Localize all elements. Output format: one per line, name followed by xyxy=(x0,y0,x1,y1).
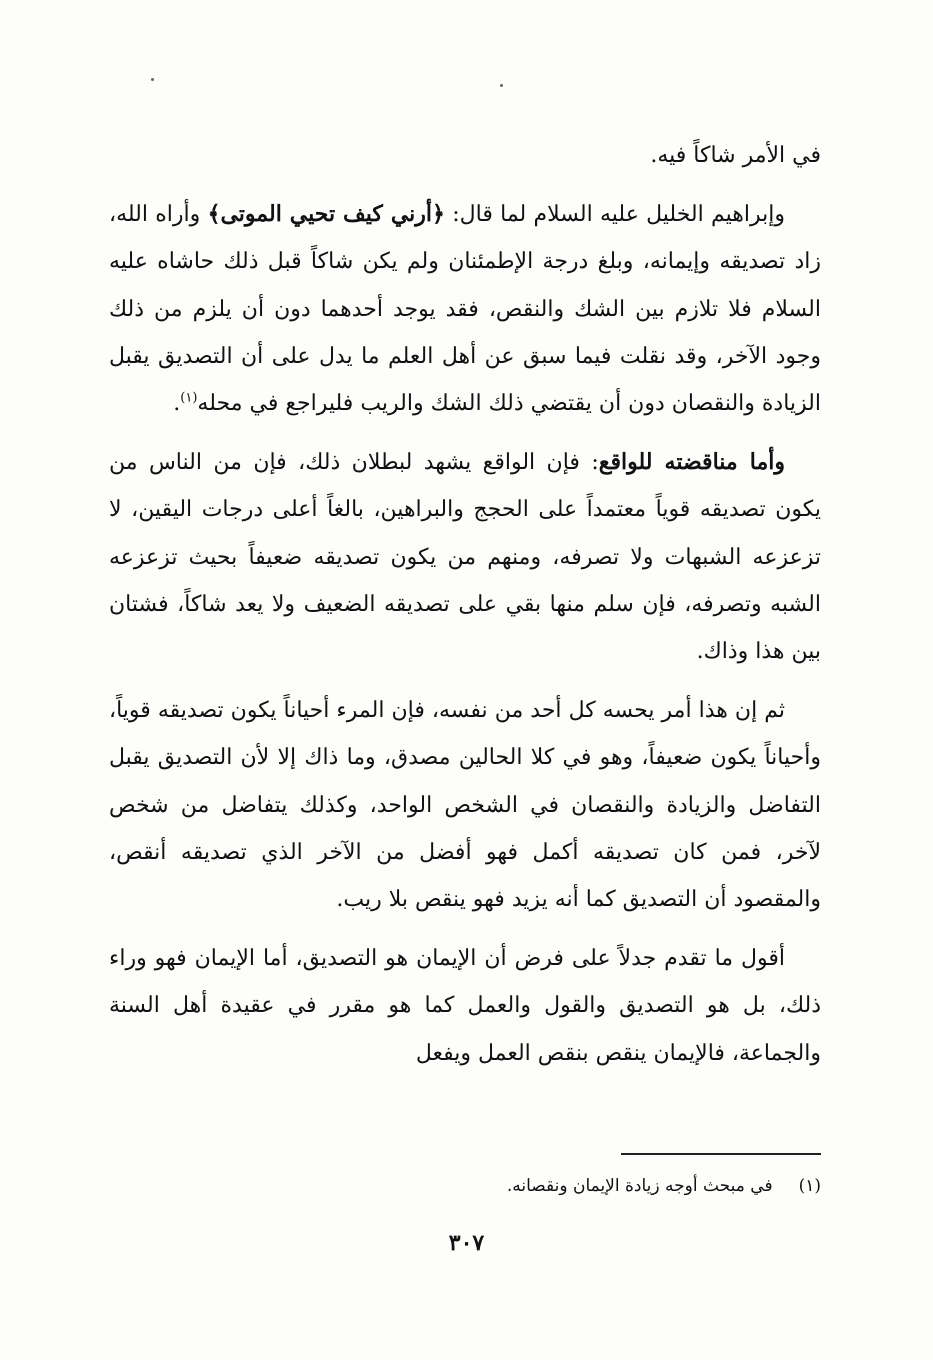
footnote-separator xyxy=(621,1153,821,1155)
footnote-reference[interactable]: (١) xyxy=(180,390,198,406)
footnote-number: (١) xyxy=(798,1176,821,1196)
scan-speck xyxy=(500,84,503,87)
paragraph-text: ثم إن هذا أمر يحسه كل أحد من نفسه، فإن المرء أحياناً يكون تصديقه قوياً، وأحياناً يكون ضعيفاً، وهو في كلا الحالين مصدق، وما ذاك إلا لأن التصديق يقبل التفاضل والزيادة والنقصان في الشخص الواحد، وكذلك يتفاضل من شخص لآخر، فمن كان تصديقه أكمل فهو أفضل من الآخر الذي تصديقه أنقص، والمقصود أن التصديق كما أنه يزيد فهو ينقص بلا ريب. xyxy=(109,698,821,913)
quran-quote: ﴿أرني كيف تحيي الموتى﴾ xyxy=(207,201,445,228)
paragraph-text: في الأمر شاكاً فيه. xyxy=(650,143,821,168)
main-text xyxy=(109,132,821,1077)
page-number: ٣٠٧ xyxy=(448,1230,485,1256)
paragraph-3 xyxy=(109,687,821,923)
paragraph-1 xyxy=(109,191,821,427)
paragraph-2 xyxy=(109,439,821,675)
paragraph-0 xyxy=(109,132,821,179)
paragraph-text: أقول ما تقدم جدلاً على فرض أن الإيمان هو التصديق، أما الإيمان فهو وراء ذلك، بل هو التصديق والقول والعمل كما هو مقرر في عقيدة أهل السنة والجماعة، فالإيمان ينقص بنقص العمل ويفعل xyxy=(109,946,821,1066)
paragraph-text: : فإن الواقع يشهد لبطلان ذلك، فإن من الناس من يكون تصديقه قوياً معتمداً على الحجج والبراهين، بالغاً أعلى درجات اليقين، لا تزعزعه الشبهات ولا تصرفه، ومنهم من يكون تصديقه ضعيفاً بحيث تزعزعه الشبه وتصرفه، فإن سلم منها بقي على تصديقه الضعيف ولا يعد شاكاً، فشتان بين هذا وذاك. xyxy=(109,450,821,665)
paragraph-lead-heading: وأما مناقضته للواقع xyxy=(598,449,785,476)
footnote-text: في مبحث أوجه زيادة الإيمان ونقصانه. xyxy=(506,1176,773,1196)
footnote xyxy=(109,1172,821,1200)
scan-speck xyxy=(151,78,154,81)
paragraph-end: . xyxy=(173,391,181,417)
paragraph-text: وأراه الله، زاد تصديقه وإيمانه، وبلغ درجة الإطمئنان ولم يكن شاكاً قبل ذلك حاشاه عليه السلام فلا تلازم بين الشك والنقص، فقد يوجد أحدهما دون أن يلزم من ذلك وجود الآخر، وقد نقلت فيما سبق عن أهل العلم ما يدل على أن التصديق يقبل الزيادة والنقصان دون أن يقتضي ذلك الشك والريب فليراجع في محله xyxy=(109,202,821,417)
paragraph-4 xyxy=(109,935,821,1077)
paragraph-text: وإبراهيم الخليل عليه السلام لما قال: xyxy=(444,202,786,228)
